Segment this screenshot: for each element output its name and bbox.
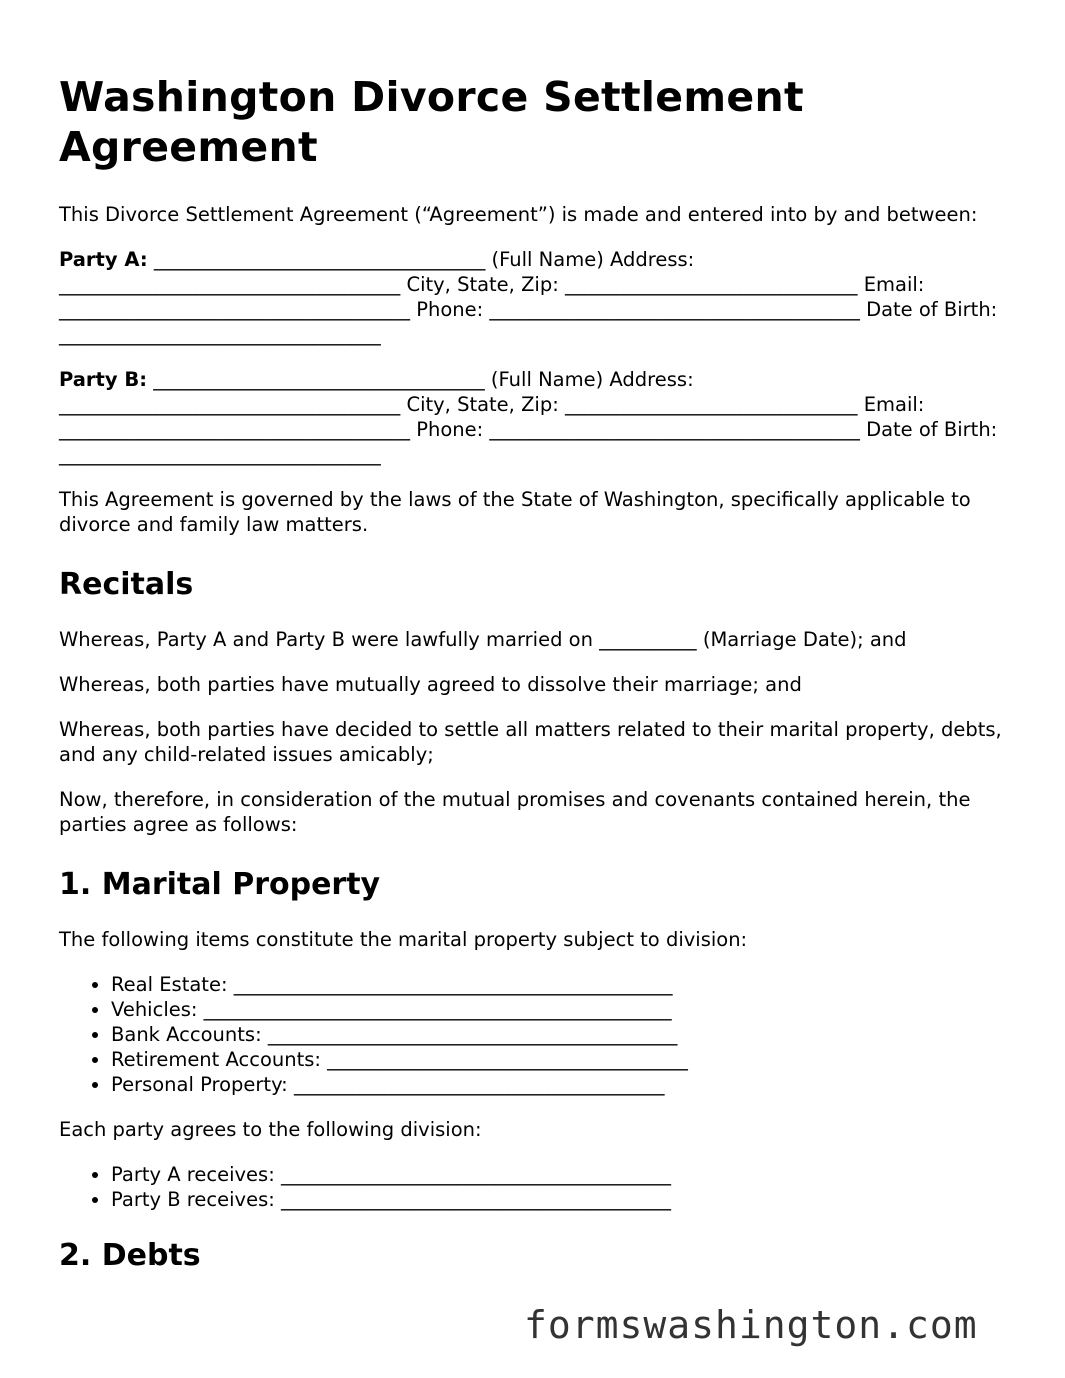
marital-property-intro: The following items constitute the marital property subject to division: xyxy=(59,928,748,951)
list-item: • Party B receives: ________________________________________ xyxy=(111,1187,1019,1212)
list-item: • Real Estate: _____________________________________________ xyxy=(111,972,1019,997)
debts-heading: 2. Debts xyxy=(59,1238,201,1273)
list-item: • Vehicles: ________________________________________________ xyxy=(111,997,1019,1022)
document-page xyxy=(59,72,1019,1298)
recital-item: Whereas, Party A and Party B were lawfully married on __________ (Marriage Date); and xyxy=(59,628,907,651)
marital-property-heading: 1. Marital Property xyxy=(59,867,381,902)
recital-item: Whereas, both parties have decided to settle all matters related to their marital property, debts, and any child-related issues amicably; xyxy=(59,718,1002,766)
marital-property-list xyxy=(59,972,1019,1097)
division-intro: Each party agrees to the following division: xyxy=(59,1118,482,1141)
watermark: formswashington.com xyxy=(524,1303,978,1347)
list-item: • Bank Accounts: __________________________________________ xyxy=(111,1022,1019,1047)
governing-law-paragraph: This Agreement is governed by the laws of the State of Washington, specifically applicable to divorce and family law matters. xyxy=(59,488,971,536)
recitals-heading: Recitals xyxy=(59,567,194,602)
recital-item: Whereas, both parties have mutually agreed to dissolve their marriage; and xyxy=(59,673,802,696)
party-a-label: Party A: xyxy=(59,248,148,271)
party-a-fields: __________________________________ (Full Name) Address: ___________________________________ City, State, Zip: ______________________________ Email: ____________________________________ Phone: ______________________________________ Date of Birth: _________________________________ xyxy=(59,248,998,346)
list-item: • Party A receives: ________________________________________ xyxy=(111,1162,1019,1187)
division-list xyxy=(59,1162,1019,1212)
document-title: Washington Divorce Settlement Agreement xyxy=(59,73,804,171)
list-item: • Personal Property: ______________________________________ xyxy=(111,1072,1019,1097)
intro-paragraph: This Divorce Settlement Agreement (“Agreement”) is made and entered into by and between: xyxy=(59,203,978,226)
party-a-block xyxy=(59,247,1019,347)
recital-item: Now, therefore, in consideration of the mutual promises and covenants contained herein, the parties agree as follows: xyxy=(59,788,971,836)
party-b-block xyxy=(59,367,1019,467)
list-item: • Retirement Accounts: _____________________________________ xyxy=(111,1047,1019,1072)
party-b-fields: __________________________________ (Full Name) Address: ___________________________________ City, State, Zip: ______________________________ Email: ____________________________________ Phone: ______________________________________ Date of Birth: _________________________________ xyxy=(59,368,998,466)
party-b-label: Party B: xyxy=(59,368,148,391)
